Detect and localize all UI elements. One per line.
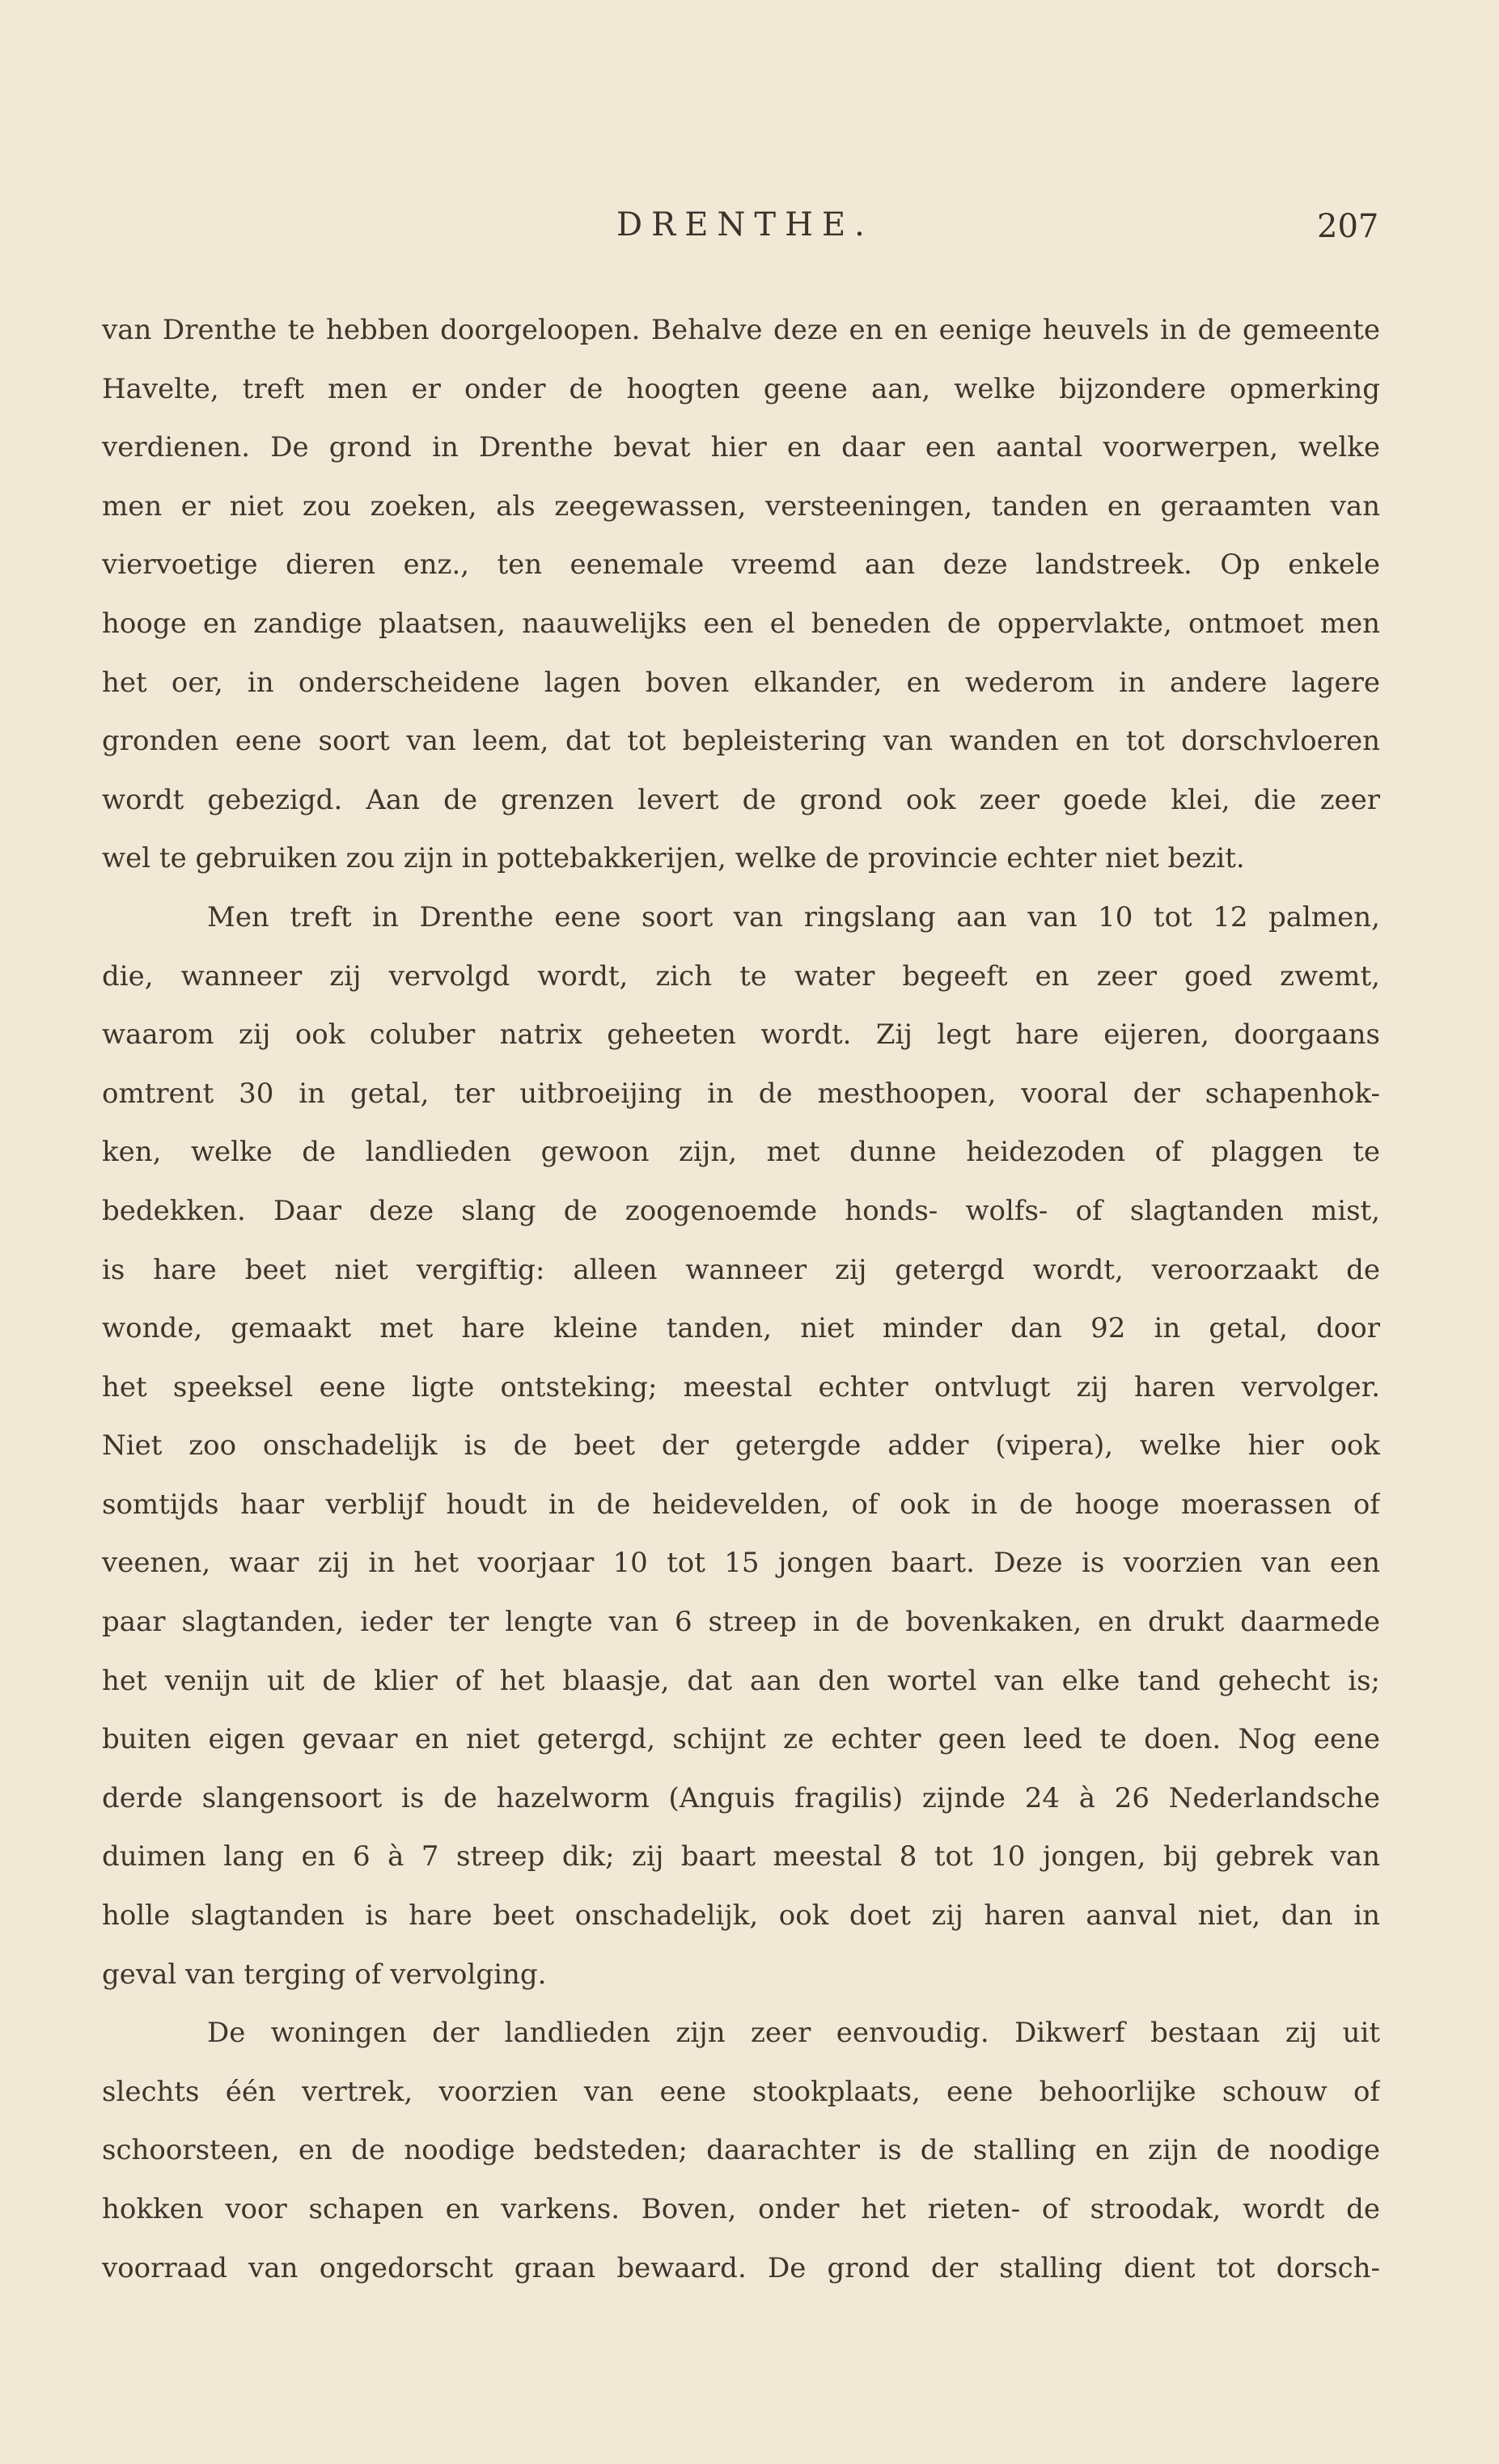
page-header	[0, 206, 1499, 255]
text-line: somtijds haar verblijf houdt in de heidevelden, of ook in de hooge moerassen of	[102, 1488, 1380, 1521]
text-line: is hare beet niet vergiftig: alleen wanneer zij getergd wordt, veroorzaakt de	[102, 1253, 1380, 1286]
text-line: hooge en zandige plaatsen, naauwelijks een el beneden de oppervlakte, ontmoet men	[102, 607, 1380, 640]
text-line: bedekken. Daar deze slang de zoogenoemde honds- wolfs- of slagtanden mist,	[102, 1194, 1380, 1227]
paragraph-start-line: Men treft in Drenthe eene soort van ringslang aan van 10 tot 12 palmen,	[207, 900, 1380, 934]
text-line: veenen, waar zij in het voorjaar 10 tot 15 jongen baart. Deze is voorzien van een	[102, 1547, 1380, 1580]
text-line: slechts één vertrek, voorzien van eene stookplaats, eene behoorlijke schouw of	[102, 2075, 1380, 2108]
text-line: derde slangensoort is de hazelworm (Anguis fragilis) zijnde 24 à 26 Nederlandsche	[102, 1781, 1380, 1814]
text-line: omtrent 30 in getal, ter uitbroeijing in de mesthoopen, vooral der schapenhok-	[102, 1077, 1380, 1110]
text-line: Niet zoo onschadelijk is de beet der getergde adder (vipera), welke hier ook	[102, 1429, 1380, 1463]
text-line: duimen lang en 6 à 7 streep dik; zij baart meestal 8 tot 10 jongen, bij gebrek van	[102, 1840, 1380, 1873]
text-line: het oer, in onderscheidene lagen boven elkander, en wederom in andere lagere	[102, 666, 1380, 699]
running-title: DRENTHE.	[616, 206, 874, 243]
text-line: holle slagtanden is hare beet onschadelijk, ook doet zij haren aanval niet, dan in	[102, 1899, 1380, 1933]
text-line: gronden eene soort van leem, dat tot bepleistering van wanden en tot dorschvloeren	[102, 725, 1380, 758]
paragraph-start-line: De woningen der landlieden zijn zeer eenvoudig. Dikwerf bestaan zij uit	[207, 2017, 1380, 2050]
text-line: wordt gebezigd. Aan de grenzen levert de grond ook zeer goede klei, die zeer	[102, 783, 1380, 816]
text-line: men er niet zou zoeken, als zeegewassen, versteeningen, tanden en geraamten van	[102, 489, 1380, 523]
text-line: wonde, gemaakt met hare kleine tanden, niet minder dan 92 in getal, door	[102, 1312, 1380, 1345]
text-line: van Drenthe te hebben doorgeloopen. Behalve deze en en eenige heuvels in de gemeente	[102, 314, 1380, 346]
text-line: waarom zij ook coluber natrix geheeten wordt. Zij legt hare eijeren, doorgaans	[102, 1018, 1380, 1052]
text-line: viervoetige dieren enz., ten eenemale vreemd aan deze landstreek. Op enkele	[102, 548, 1380, 582]
text-line: ken, welke de landlieden gewoon zijn, met dunne heidezoden of plaggen te	[102, 1136, 1380, 1169]
text-line: voorraad van ongedorscht graan bewaard. De grond der stalling dient tot dorsch-	[102, 2251, 1380, 2284]
text-line: geval van terging of vervolging.	[102, 1958, 547, 1991]
text-line: het venijn uit de klier of het blaasje, dat aan den wortel van elke tand gehecht is;	[102, 1664, 1380, 1697]
text-line: wel te gebruiken zou zijn in pottebakkerijen, welke de provincie echter niet bezit.	[102, 842, 1245, 875]
text-line: Havelte, treft men er onder de hoogten geene aan, welke bijzondere opmerking	[102, 372, 1380, 405]
text-line: het speeksel eene ligte ontsteking; meestal echter ontvlugt zij haren vervolger.	[102, 1370, 1380, 1403]
page-number: 207	[1317, 208, 1379, 245]
body-text	[102, 301, 1380, 2297]
text-line: paar slagtanden, ieder ter lengte van 6 streep in de bovenkaken, en drukt daarmede	[102, 1606, 1380, 1639]
text-line: buiten eigen gevaar en niet getergd, schijnt ze echter geen leed te doen. Nog eene	[102, 1723, 1380, 1756]
text-line: verdienen. De grond in Drenthe bevat hier en daar een aantal voorwerpen, welke	[102, 431, 1380, 464]
text-line: die, wanneer zij vervolgd wordt, zich te water begeeft en zeer goed zwemt,	[102, 959, 1380, 993]
text-line: schoorsteen, en de noodige bedsteden; daarachter is de stalling en zijn de noodige	[102, 2134, 1380, 2167]
text-line: hokken voor schapen en varkens. Boven, onder het rieten- of stroodak, wordt de	[102, 2193, 1380, 2225]
